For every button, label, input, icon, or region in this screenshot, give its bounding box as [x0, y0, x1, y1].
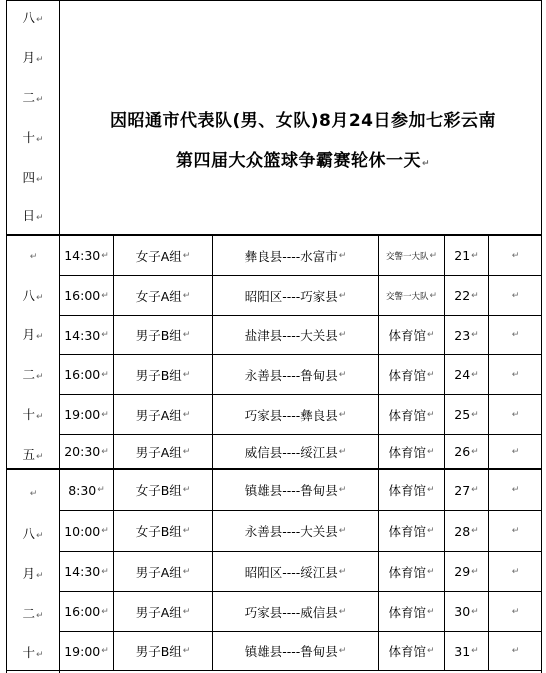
- game-no-cell: 26 ↵: [454, 444, 479, 459]
- match-cell: 盐津县----大关县 ↵: [244, 328, 347, 343]
- group-cell: 男子A组 ↵: [135, 564, 191, 580]
- group-cell: 男子B组 ↵: [135, 328, 191, 343]
- match-cell: 巧家县----威信县 ↵: [244, 604, 347, 620]
- game-no-cell: 29 ↵: [454, 564, 479, 579]
- match-cell: 永善县----大关县 ↵: [244, 524, 347, 539]
- rest-day-notice-line2: 第四届大众篮球争霸赛轮休一天↵: [175, 151, 431, 171]
- game-no-cell: 21 ↵: [454, 248, 479, 263]
- time-cell: 16:00 ↵: [64, 288, 109, 303]
- game-no-cell: 23 ↵: [454, 327, 479, 343]
- date-char: 八↵: [22, 526, 44, 541]
- match-cell: 镇雄县----鲁甸县 ↵: [244, 483, 347, 498]
- time-cell: 16:00 ↵: [64, 367, 109, 382]
- time-cell: 19:00 ↵: [64, 407, 109, 422]
- date-char: 十↵: [22, 407, 44, 422]
- group-cell: 男子B组 ↵: [135, 644, 191, 659]
- group-cell: 男子A组 ↵: [135, 444, 191, 460]
- date-char: 八↵: [22, 10, 44, 25]
- date-char: 四↵: [22, 170, 44, 185]
- match-cell: 彝良县----水富市 ↵: [244, 248, 347, 264]
- match-cell: 巧家县----彝良县 ↵: [244, 407, 347, 423]
- blank-cell: ↵: [511, 409, 520, 420]
- group-cell: 男子A组 ↵: [135, 604, 191, 620]
- time-cell: 16:00 ↵: [64, 604, 109, 619]
- blank-cell: ↵: [511, 646, 520, 656]
- venue-cell: 体育馆 ↵: [388, 328, 435, 343]
- venue-cell: 体育馆 ↵: [388, 524, 435, 539]
- venue-cell: 体育馆 ↵: [388, 564, 435, 580]
- blank-cell: ↵: [511, 566, 520, 577]
- game-no-cell: 25 ↵: [454, 407, 479, 422]
- blank-cell: ↵: [511, 526, 520, 536]
- venue-cell: 体育馆 ↵: [388, 644, 435, 659]
- time-cell: 20:30 ↵: [64, 444, 109, 459]
- venue-cell: 体育馆 ↵: [388, 444, 435, 460]
- match-cell: 永善县----鲁甸县 ↵: [244, 367, 347, 383]
- date-char: 二↵: [22, 367, 44, 382]
- date-char: ↵: [29, 489, 38, 499]
- blank-cell: ↵: [511, 446, 520, 457]
- game-no-cell: 31 ↵: [454, 643, 479, 659]
- group-cell: 男子B组 ↵: [135, 367, 191, 383]
- table-border-right: [541, 0, 542, 673]
- date-char: 十↵: [22, 130, 44, 145]
- date-char: 十↵: [22, 645, 44, 660]
- group-cell: 女子A组 ↵: [135, 248, 191, 264]
- time-cell: 8:30 ↵: [68, 482, 105, 498]
- blank-cell: ↵: [511, 290, 520, 301]
- date-char: 月↵: [22, 50, 44, 65]
- blank-cell: ↵: [511, 330, 520, 340]
- group-cell: 女子B组 ↵: [135, 483, 191, 498]
- date-char: 八↵: [22, 288, 44, 303]
- game-no-cell: 30 ↵: [454, 604, 479, 619]
- date-char: ↵: [29, 252, 38, 262]
- game-no-cell: 24 ↵: [454, 367, 479, 382]
- date-char: 月↵: [22, 566, 44, 581]
- date-char: 五↵: [22, 447, 44, 462]
- date-char: 二↵: [22, 90, 44, 105]
- time-cell: 19:00 ↵: [64, 643, 109, 659]
- date-char: 月↵: [22, 327, 44, 342]
- blank-cell: ↵: [511, 369, 520, 380]
- match-cell: 镇雄县----鲁甸县 ↵: [244, 644, 347, 659]
- blank-cell: ↵: [511, 485, 520, 495]
- date-char: 二↵: [22, 606, 44, 621]
- venue-cell: 交警一大队 ↵: [385, 250, 438, 262]
- date-char: 日↵: [22, 208, 44, 223]
- venue-cell: 体育馆 ↵: [388, 407, 435, 423]
- table-border-top: [6, 0, 542, 1]
- venue-cell: 体育馆 ↵: [388, 483, 435, 498]
- match-cell: 昭阳区----绥江县 ↵: [244, 564, 347, 580]
- group-cell: 男子A组 ↵: [135, 407, 191, 423]
- blank-cell: ↵: [511, 606, 520, 617]
- match-cell: 威信县----绥江县 ↵: [244, 444, 347, 460]
- game-no-cell: 27 ↵: [454, 482, 479, 498]
- group-cell: 女子A组 ↵: [135, 288, 191, 304]
- time-cell: 10:00 ↵: [64, 523, 109, 539]
- time-cell: 14:30 ↵: [64, 248, 109, 263]
- table-border-bottom: [6, 670, 542, 671]
- group-cell: 女子B组 ↵: [135, 524, 191, 539]
- game-no-cell: 28 ↵: [454, 523, 479, 539]
- match-cell: 昭阳区----巧家县 ↵: [244, 288, 347, 304]
- rest-day-notice-line1: 因昭通市代表队(男、女队)8月24日参加七彩云南: [109, 111, 497, 131]
- venue-cell: 体育馆 ↵: [388, 367, 435, 383]
- game-no-cell: 22 ↵: [454, 288, 479, 303]
- venue-cell: 交警一大队 ↵: [385, 290, 438, 302]
- time-cell: 14:30 ↵: [64, 564, 109, 579]
- venue-cell: 体育馆 ↵: [388, 604, 435, 620]
- blank-cell: ↵: [511, 250, 520, 261]
- time-cell: 14:30 ↵: [64, 327, 109, 343]
